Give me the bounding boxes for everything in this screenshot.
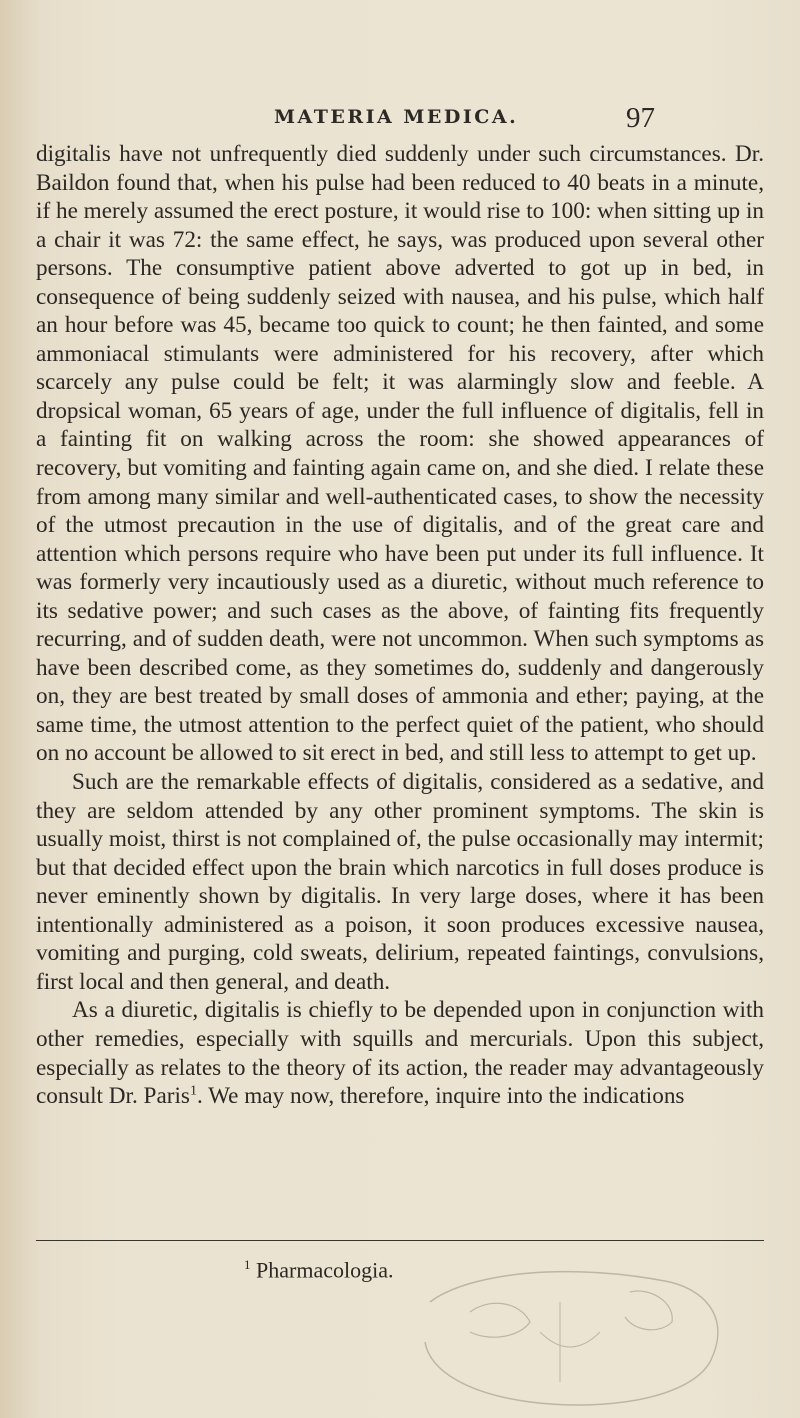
page-number: 97 (626, 102, 655, 134)
library-stamp-watermark (410, 1262, 740, 1412)
running-head: MATERIA MEDICA. (274, 106, 519, 128)
footnote-text: Pharmacologia. (256, 1257, 394, 1283)
footnote-divider (36, 1240, 764, 1241)
paragraph-3-continuation: . We may now, therefore, inquire into the indications (196, 1083, 685, 1110)
footnote-mark: 1 (244, 1257, 251, 1272)
paragraph-3 (36, 996, 764, 1110)
page-header (0, 98, 800, 138)
footnote-reference: 1 (189, 1083, 197, 1099)
body-text (36, 140, 764, 1111)
paragraph-3-text: As a diuretic, digitalis is chiefly to be depended upon in conjunction with other remedies, especially with squills and mercurials. Upon this subject, especially as relates to the theory of its action, the reader may advantageously consult Dr. Paris (36, 997, 764, 1110)
footnote (244, 1257, 393, 1283)
paragraph-1: digitalis have not unfrequently died suddenly under such circumstances. Dr. Baildon found that, when his pulse had been reduced to 40 beats in a minute, if he merely assumed the erect posture, it would rise to 100: when sitting up in a chair it was 72: the same effect, he says, was produced upon several other persons. The consumptive patient above adverted to got up in bed, in consequence of being suddenly seized with nausea, and his pulse, which half an hour before was 45, became too quick to count; he then fainted, and some ammoniacal stimulants were administered for his recovery, after which scarcely any pulse could be felt; it was alarmingly slow and feeble. A dropsical woman, 65 years of age, under the full influence of digitalis, fell in a fainting fit on walking across the room: she showed appearances of recovery, but vomiting and fainting again came on, and she died. I relate these from among many similar and well-authenticated cases, to show the necessity of the utmost precaution in the use of digitalis, and of the great care and attention which persons require who have been put under its full influence. It was formerly very incautiously used as a diuretic, without much reference to its sedative power; and such cases as the above, of fainting fits frequently recurring, and of sudden death, were not uncommon. When such symptoms as have been described come, as they sometimes do, suddenly and dangerously on, they are best treated by small doses of ammonia and ether; paying, at the same time, the utmost attention to the perfect quiet of the patient, who should on no account be allowed to sit erect in bed, and still less to attempt to get up. (36, 141, 764, 767)
paragraph-2: Such are the remarkable effects of digitalis, considered as a sedative, and they are seldom attended by any other prominent symptoms. The skin is usually moist, thirst is not complained of, the pulse occasionally may intermit; but that decided effect upon the brain which narcotics in full doses produce is never eminently shown by digitalis. In very large doses, where it has been intentionally administered as a poison, it soon produces excessive nausea, vomiting and purging, cold sweats, delirium, repeated faintings, convulsions, first local and then general, and death. (36, 769, 764, 995)
